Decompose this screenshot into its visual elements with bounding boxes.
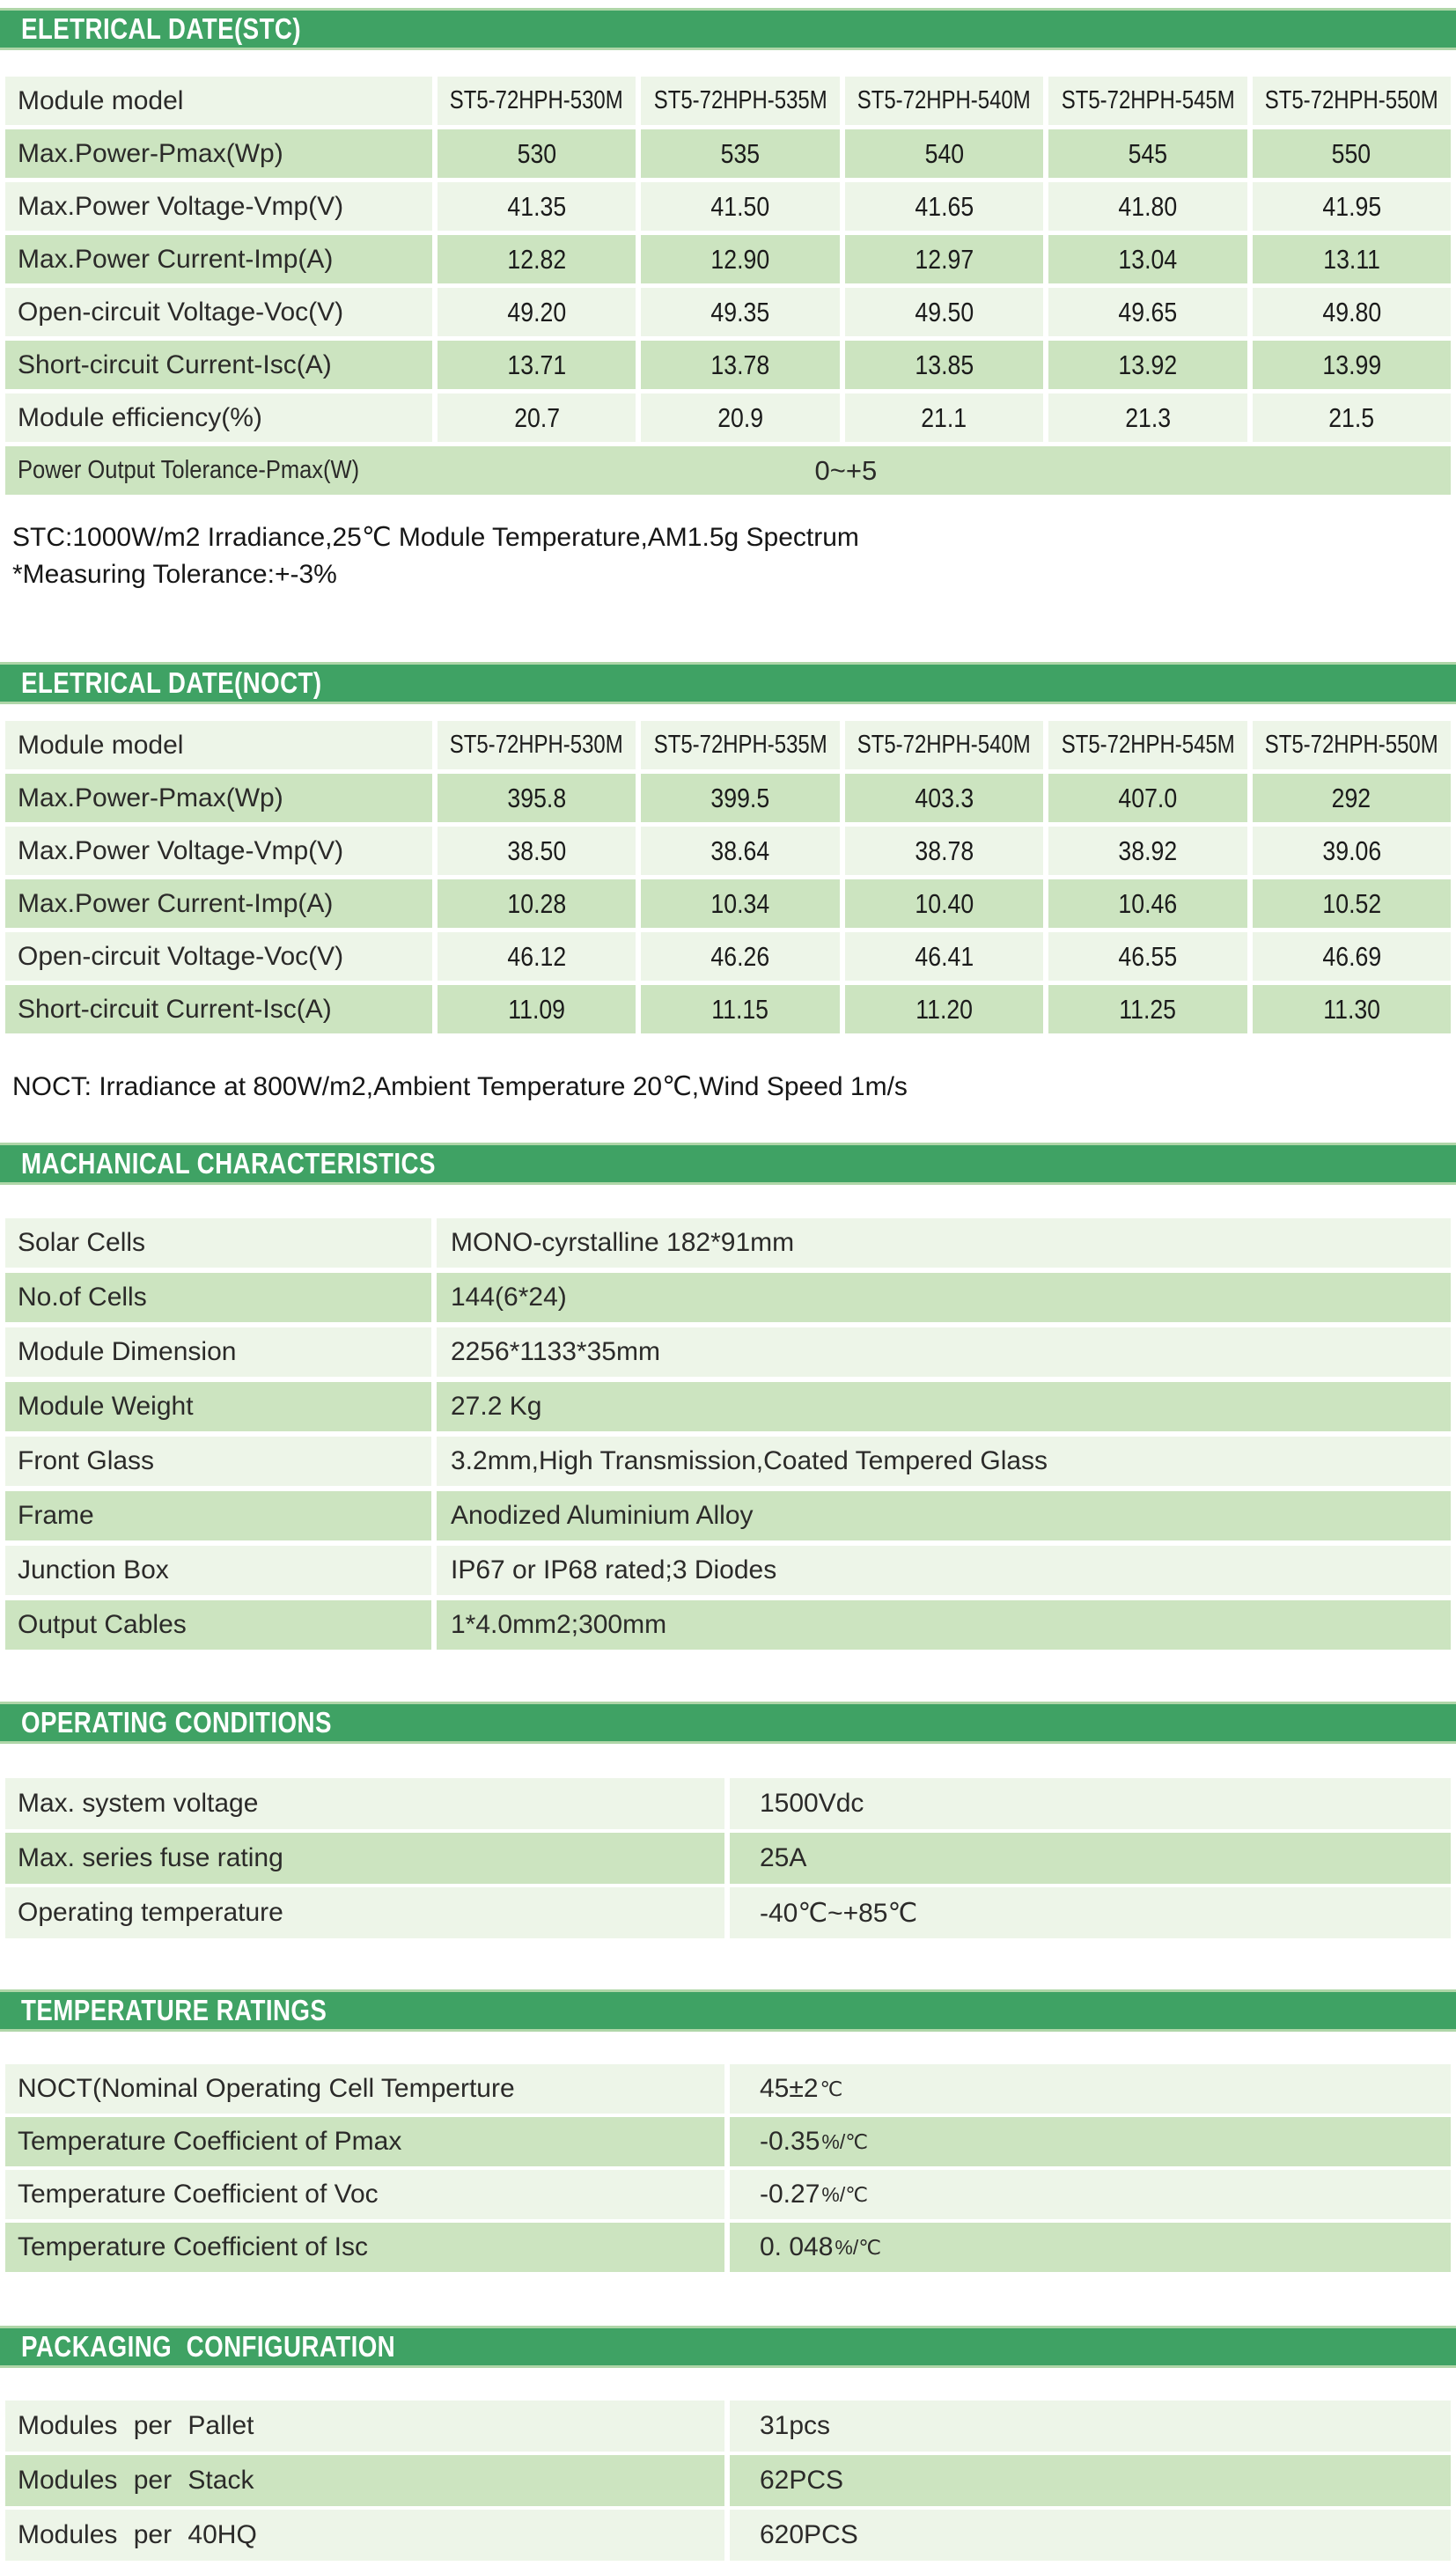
value: 11.25 (1119, 993, 1177, 1025)
model-name: ST5-72HPH-545M (1061, 86, 1235, 114)
mech-row-value: MONO-cyrstalline 182*91mm (437, 1218, 1451, 1268)
stc-value (641, 129, 839, 178)
noct-value (845, 985, 1043, 1033)
operating-row-value: -40℃~+85℃ (730, 1887, 1451, 1938)
operating-row-label: Max. system voltage (5, 1778, 724, 1829)
value: 49.35 (710, 296, 770, 327)
stc-note-line2: *Measuring Tolerance:+-3% (12, 560, 337, 589)
packaging-row-value: 31pcs (730, 2401, 1451, 2452)
operating-table (5, 1778, 1451, 1938)
value: 0. 048 (760, 2232, 834, 2261)
model-name: ST5-72HPH-540M (857, 86, 1031, 114)
stc-value (1048, 393, 1246, 442)
model-name: ST5-72HPH-530M (450, 731, 624, 759)
stc-row-label-pmax: Max.Power-Pmax(Wp) (5, 129, 432, 178)
unit: ℃ (820, 2077, 843, 2100)
operating-row-label: Max. series fuse rating (5, 1833, 724, 1884)
noct-table (5, 721, 1451, 1033)
unit: %/℃ (835, 2235, 882, 2259)
stc-tolerance-row (5, 446, 1451, 495)
value: 38.78 (915, 835, 974, 866)
value: 46.12 (507, 940, 567, 972)
noct-header-label: Module model (5, 721, 432, 769)
value: 46.69 (1321, 940, 1381, 972)
value: 11.30 (1322, 993, 1380, 1025)
value: 11.15 (711, 993, 769, 1025)
stc-value (845, 235, 1043, 283)
packaging-row-label: Modules per 40HQ (5, 2510, 724, 2561)
stc-value (438, 129, 636, 178)
stc-value (845, 129, 1043, 178)
value: -0.27 (760, 2180, 820, 2209)
noct-value (641, 932, 839, 981)
noct-value (438, 879, 636, 928)
model-name: ST5-72HPH-545M (1061, 731, 1235, 759)
value: 12.82 (507, 243, 567, 275)
mech-row-label: Junction Box (5, 1546, 431, 1595)
section-title-operating: OPERATING CONDITIONS (21, 1706, 332, 1739)
packaging-table (5, 2401, 1451, 2561)
mech-row-label: Frame (5, 1491, 431, 1540)
value: 10.40 (915, 887, 974, 919)
stc-value (641, 288, 839, 336)
section-bar-stc (0, 8, 1456, 50)
value: 13.99 (1321, 349, 1381, 380)
model-name: ST5-72HPH-550M (1264, 731, 1438, 759)
value: 46.55 (1118, 940, 1178, 972)
noct-value (1253, 932, 1451, 981)
stc-value (845, 393, 1043, 442)
stc-value (1253, 182, 1451, 231)
noct-value (641, 827, 839, 875)
model-name: ST5-72HPH-530M (450, 86, 624, 114)
value: 540 (924, 137, 964, 169)
stc-row-label-isc: Short-circuit Current-Isc(A) (5, 341, 432, 389)
packaging-row-value: 620PCS (730, 2510, 1451, 2561)
value: 11.20 (916, 993, 973, 1025)
noct-value (1048, 932, 1246, 981)
value: 39.06 (1321, 835, 1381, 866)
noct-row-label-imp: Max.Power Current-Imp(A) (5, 879, 432, 928)
stc-tolerance-label: Power Output Tolerance-Pmax(W) (18, 456, 360, 484)
value: 13.78 (710, 349, 770, 380)
stc-value (1048, 129, 1246, 178)
stc-model-0 (438, 77, 636, 125)
stc-value (1253, 341, 1451, 389)
value: 399.5 (710, 782, 770, 813)
stc-value (845, 182, 1043, 231)
stc-table (5, 77, 1451, 495)
noct-value (1253, 827, 1451, 875)
noct-model-3 (1048, 721, 1246, 769)
value: 13.92 (1118, 349, 1178, 380)
value: -0.35 (760, 2127, 820, 2156)
stc-value (641, 341, 839, 389)
mechanical-table (5, 1218, 1451, 1650)
temperature-row-value (730, 2117, 1451, 2166)
stc-value (1253, 393, 1451, 442)
packaging-row-value: 62PCS (730, 2455, 1451, 2506)
value: 11.09 (508, 993, 566, 1025)
noct-row-label-vmp: Max.Power Voltage-Vmp(V) (5, 827, 432, 875)
noct-value (641, 774, 839, 822)
noct-value (1048, 985, 1246, 1033)
mech-row-label: Output Cables (5, 1600, 431, 1650)
stc-notes (0, 519, 1456, 593)
model-name: ST5-72HPH-550M (1264, 86, 1438, 114)
mech-row-value: 27.2 Kg (437, 1382, 1451, 1431)
mech-row-label: Front Glass (5, 1437, 431, 1486)
stc-row-label-imp: Max.Power Current-Imp(A) (5, 235, 432, 283)
value: 13.11 (1322, 243, 1380, 275)
stc-value (1048, 182, 1246, 231)
value: 403.3 (915, 782, 974, 813)
value: 41.65 (915, 190, 974, 222)
stc-value (641, 235, 839, 283)
value: 20.7 (513, 401, 560, 433)
model-name: ST5-72HPH-535M (653, 86, 827, 114)
value: 550 (1332, 137, 1371, 169)
stc-value (1253, 235, 1451, 283)
value: 395.8 (507, 782, 567, 813)
value: 49.50 (915, 296, 974, 327)
operating-row-value: 1500Vdc (730, 1778, 1451, 1829)
stc-row-label-voc: Open-circuit Voltage-Voc(V) (5, 288, 432, 336)
value: 41.35 (507, 190, 567, 222)
noct-value (1048, 827, 1246, 875)
noct-row-label-voc: Open-circuit Voltage-Voc(V) (5, 932, 432, 981)
value: 535 (720, 137, 761, 169)
value: 12.97 (915, 243, 974, 275)
packaging-row-label: Modules per Pallet (5, 2401, 724, 2452)
value: 21.1 (921, 401, 967, 433)
stc-value (1253, 288, 1451, 336)
noct-value (1253, 985, 1451, 1033)
value: 13.04 (1118, 243, 1178, 275)
stc-value (1253, 129, 1451, 178)
section-title-packaging: PACKAGING CONFIGURATION (21, 2330, 396, 2363)
stc-value (438, 341, 636, 389)
value: 292 (1332, 782, 1371, 813)
noct-row-label-isc: Short-circuit Current-Isc(A) (5, 985, 432, 1033)
value: 49.20 (507, 296, 567, 327)
noct-value (845, 827, 1043, 875)
model-name: ST5-72HPH-540M (857, 731, 1031, 759)
mech-row-label: Solar Cells (5, 1218, 431, 1268)
noct-note: NOCT: Irradiance at 800W/m2,Ambient Temperature 20℃,Wind Speed 1m/s (12, 1072, 908, 1101)
value: 46.26 (710, 940, 770, 972)
noct-value (1048, 774, 1246, 822)
mech-row-label: No.of Cells (5, 1273, 431, 1322)
stc-model-3 (1048, 77, 1246, 125)
stc-value (438, 393, 636, 442)
value: 13.85 (915, 349, 974, 380)
stc-row-label-efficiency: Module efficiency(%) (5, 393, 432, 442)
section-bar-packaging (0, 2326, 1456, 2368)
mech-row-label: Module Dimension (5, 1327, 431, 1377)
value: 407.0 (1118, 782, 1178, 813)
temperature-table (5, 2064, 1451, 2272)
noct-model-1 (641, 721, 839, 769)
temperature-row-label: NOCT(Nominal Operating Cell Temperture (5, 2064, 724, 2114)
value: 49.65 (1118, 296, 1178, 327)
mech-row-value: Anodized Aluminium Alloy (437, 1491, 1451, 1540)
stc-tolerance-value: 0~+5 (814, 454, 878, 486)
section-title-mechanical: MACHANICAL CHARACTERISTICS (21, 1147, 436, 1180)
temperature-row-value (730, 2170, 1451, 2219)
temperature-row-value (730, 2223, 1451, 2272)
temperature-row-label: Temperature Coefficient of Voc (5, 2170, 724, 2219)
mech-row-value: 2256*1133*35mm (437, 1327, 1451, 1377)
value: 38.64 (710, 835, 770, 866)
mech-row-value: 3.2mm,High Transmission,Coated Tempered Glass (437, 1437, 1451, 1486)
noct-value (1253, 879, 1451, 928)
value: 21.5 (1328, 401, 1375, 433)
stc-value (438, 235, 636, 283)
value: 545 (1128, 137, 1168, 169)
section-bar-operating (0, 1702, 1456, 1744)
mech-row-label: Module Weight (5, 1382, 431, 1431)
stc-value (641, 393, 839, 442)
section-title-temperature: TEMPERATURE RATINGS (21, 1994, 327, 2026)
noct-value (1048, 879, 1246, 928)
noct-value (641, 985, 839, 1033)
section-title-noct: ELETRICAL DATE(NOCT) (21, 666, 322, 699)
noct-value (845, 932, 1043, 981)
stc-value (1048, 341, 1246, 389)
value: 10.52 (1321, 887, 1381, 919)
value: 41.80 (1118, 190, 1178, 222)
stc-value (438, 182, 636, 231)
stc-row-label-vmp: Max.Power Voltage-Vmp(V) (5, 182, 432, 231)
temperature-row-label: Temperature Coefficient of Isc (5, 2223, 724, 2272)
temperature-row-value (730, 2064, 1451, 2114)
value: 10.34 (710, 887, 770, 919)
section-bar-temperature (0, 1989, 1456, 2032)
mech-row-value: IP67 or IP68 rated;3 Diodes (437, 1546, 1451, 1595)
mech-row-value: 1*4.0mm2;300mm (437, 1600, 1451, 1650)
section-bar-mechanical (0, 1143, 1456, 1185)
section-title-stc: ELETRICAL DATE(STC) (21, 12, 302, 45)
stc-model-2 (845, 77, 1043, 125)
stc-value (845, 288, 1043, 336)
value: 41.95 (1321, 190, 1381, 222)
noct-value (438, 985, 636, 1033)
section-bar-noct (0, 662, 1456, 704)
value: 38.92 (1118, 835, 1178, 866)
stc-header-label: Module model (5, 77, 432, 125)
stc-value (1048, 235, 1246, 283)
noct-value (1253, 774, 1451, 822)
value: 49.80 (1321, 296, 1381, 327)
value: 45±2 (760, 2074, 819, 2103)
operating-row-value: 25A (730, 1833, 1451, 1884)
stc-value (845, 341, 1043, 389)
value: 10.28 (507, 887, 567, 919)
value: 12.90 (710, 243, 770, 275)
noct-model-4 (1253, 721, 1451, 769)
stc-value (1048, 288, 1246, 336)
noct-value (438, 774, 636, 822)
noct-value (438, 932, 636, 981)
stc-model-4 (1253, 77, 1451, 125)
value: 38.50 (507, 835, 567, 866)
mech-row-value: 144(6*24) (437, 1273, 1451, 1322)
value: 20.9 (717, 401, 764, 433)
noct-value (641, 879, 839, 928)
noct-row-label-pmax: Max.Power-Pmax(Wp) (5, 774, 432, 822)
value: 46.41 (915, 940, 974, 972)
stc-value (641, 182, 839, 231)
temperature-row-label: Temperature Coefficient of Pmax (5, 2117, 724, 2166)
value: 10.46 (1118, 887, 1178, 919)
noct-model-2 (845, 721, 1043, 769)
value: 41.50 (710, 190, 770, 222)
stc-model-1 (641, 77, 839, 125)
operating-row-label: Operating temperature (5, 1887, 724, 1938)
unit: %/℃ (821, 2182, 869, 2206)
model-name: ST5-72HPH-535M (653, 731, 827, 759)
noct-model-0 (438, 721, 636, 769)
noct-value (845, 774, 1043, 822)
stc-value (438, 288, 636, 336)
stc-note-line1: STC:1000W/m2 Irradiance,25℃ Module Temperature,AM1.5g Spectrum (12, 523, 859, 552)
value: 530 (517, 137, 556, 169)
noct-value (845, 879, 1043, 928)
noct-value (438, 827, 636, 875)
packaging-row-label: Modules per Stack (5, 2455, 724, 2506)
unit: %/℃ (821, 2129, 869, 2153)
value: 21.3 (1124, 401, 1171, 433)
value: 13.71 (507, 349, 567, 380)
